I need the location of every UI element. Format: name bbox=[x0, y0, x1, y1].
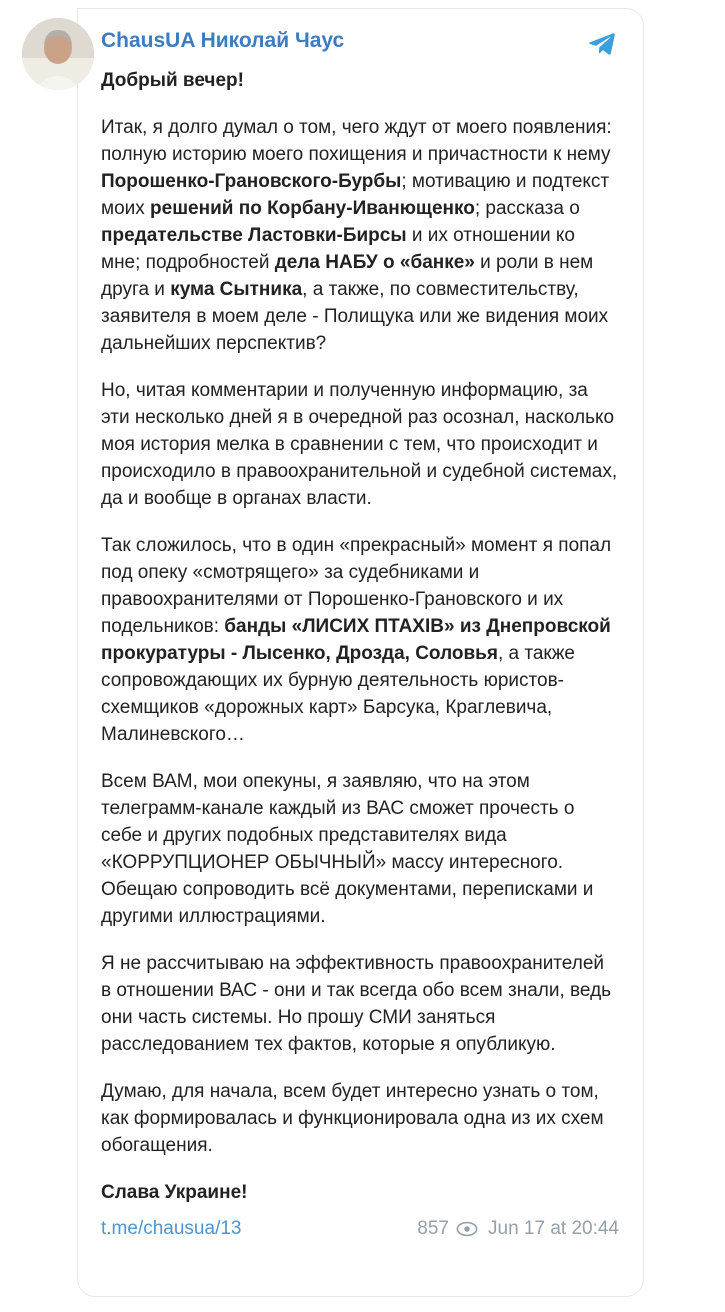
views bbox=[417, 1215, 478, 1242]
telegram-plane-icon[interactable] bbox=[585, 27, 619, 61]
avatar-photo-placeholder bbox=[22, 18, 94, 90]
message-paragraph: Всем ВАМ, мои опекуны, я заявляю, что на этом телеграмм-канале каждый из ВАС сможет прочесть о себе и других подобных представителях вида «КОРРУПЦИОНЕР ОБЫЧНЫЙ» массу интересного. Обещаю сопроводить всё документами, переписками и другими иллюстрациями. bbox=[101, 771, 594, 927]
post-meta bbox=[417, 1215, 619, 1242]
message-paragraph: Но, читая комментарии и полученную информацию, за эти несколько дней я в очередной раз осознал, насколько моя история мелка в сравнении с тем, что происходит и происходило в правоохранительной и судебной системах, да и вообще в органах власти. bbox=[101, 380, 618, 509]
message-paragraph: Я не рассчитываю на эффективность правоохранителей в отношении ВАС - они и так всегда обо всем знали, ведь они часть системы. Но прошу СМИ заняться расследованием тех фактов, которые я опубликую. bbox=[101, 953, 612, 1055]
message-bubble bbox=[77, 8, 644, 1297]
post-link[interactable]: t.me/chausua/13 bbox=[101, 1218, 242, 1239]
message-footer bbox=[101, 1215, 619, 1242]
channel-name-link[interactable]: ChausUA Николай Чаус bbox=[101, 29, 345, 52]
avatar[interactable] bbox=[22, 18, 94, 90]
greeting-text: Добрый вечер! bbox=[101, 70, 244, 91]
eye-icon bbox=[456, 1221, 478, 1237]
message-paragraph: Итак, я долго думал о том, чего ждут от моего появления: полную историю моего похищения и причастности к нему Порошенко-Грановского-Бурбы; мотивацию и подтекст моих решений по Корбану-Иванющенко; рассказа о предательстве Ластовки-Бирсы и их отношении ко мне; подробностей дела НАБУ о «банке» и роли в нем друга и кума Сытника, а также, по совместительству, заявителя в моем деле - Полищука или же видения моих дальнейших перспектив? bbox=[101, 117, 612, 354]
message-paragraph: Слава Украине! bbox=[101, 1182, 248, 1203]
message-header bbox=[101, 27, 619, 61]
message-paragraph: Так сложилось, что в один «прекрасный» момент я попал под опеку «смотрящего» за судебниками и правоохранителями от Порошенко-Грановского и их подельников: банды «ЛИСИХ ПТАХІВ» из Днепровской прокуратуры - Лысенко, Дрозда, Соловья, а также сопровождающих их бурную деятельность юристов-схемщиков «дорожных карт» Барсука, Краглевича, Малиневского… bbox=[101, 535, 612, 745]
views-count: 857 bbox=[417, 1218, 449, 1239]
message-paragraph: Думаю, для начала, всем будет интересно узнать о том, как формировалась и функционировала одна из их схем обогащения. bbox=[101, 1081, 604, 1156]
message-body bbox=[101, 114, 619, 1206]
post-date: Jun 17 at 20:44 bbox=[488, 1218, 619, 1239]
